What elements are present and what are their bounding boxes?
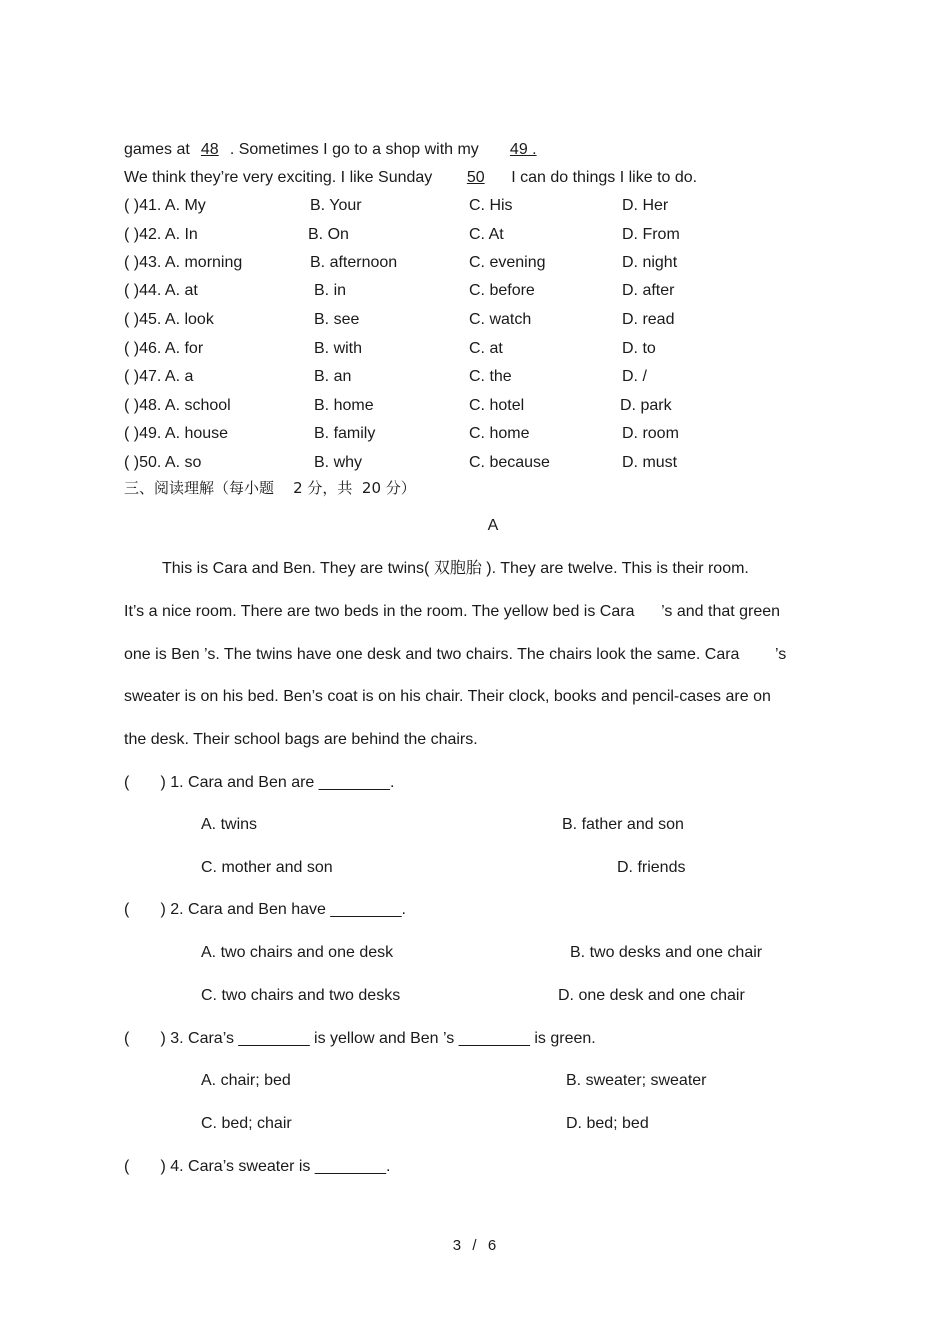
option-d: D. must xyxy=(622,454,678,471)
blank-49: 49 . xyxy=(509,141,537,158)
option-d: D. to xyxy=(622,340,656,357)
option-c: C. before xyxy=(469,282,535,299)
answer-a: A. two chairs and one desk xyxy=(201,944,394,961)
question-stem: ( ) 1. Cara and Ben are ________. xyxy=(124,774,395,791)
option-c: C. His xyxy=(469,197,513,214)
option-d: D. park xyxy=(620,397,672,414)
option-d: D. night xyxy=(622,254,678,271)
option-d: D. read xyxy=(622,311,675,328)
option-b: B. afternoon xyxy=(310,254,398,271)
passage-line: the desk. Their school bags are behind the chairs. xyxy=(124,731,478,748)
answer-b: B. sweater; sweater xyxy=(566,1072,707,1089)
option-c: C. At xyxy=(469,226,504,243)
question-stem: ( ) 4. Cara’s sweater is ________. xyxy=(124,1158,391,1175)
question-stem: ( ) 2. Cara and Ben have ________. xyxy=(124,901,406,918)
cloze-text: We think they’re very exciting. I like Sunday xyxy=(124,169,433,186)
answer-a: A. twins xyxy=(201,816,258,833)
passage-line: sweater is on his bed. Ben’s coat is on his chair. Their clock, books and pencil-cases are on xyxy=(124,688,771,705)
passage-line: one is Ben ’s. The twins have one desk and two chairs. The chairs look the same. Cara ’s xyxy=(124,646,787,663)
option-d: D. Her xyxy=(622,197,669,214)
option-c: C. evening xyxy=(469,254,546,271)
option-b: B. On xyxy=(308,226,349,243)
option-b: B. home xyxy=(314,397,374,414)
option-a: ( )48. A. school xyxy=(124,397,231,414)
cloze-text: games at xyxy=(124,141,190,158)
passage-line: It’s a nice room. There are two beds in the room. The yellow bed is Cara ’s and that green xyxy=(124,603,781,620)
option-a: ( )41. A. My xyxy=(124,197,206,214)
option-c: C. watch xyxy=(469,311,532,328)
answer-a: A. chair; bed xyxy=(201,1072,291,1089)
option-c: C. because xyxy=(469,454,550,471)
option-a: ( )44. A. at xyxy=(124,282,198,299)
option-b: B. why xyxy=(314,454,363,471)
option-b: B. in xyxy=(314,282,347,299)
option-d: D. after xyxy=(622,282,675,299)
option-b: B. an xyxy=(314,368,352,385)
answer-c: C. mother and son xyxy=(201,859,333,876)
option-d: D. / xyxy=(622,368,647,385)
question-stem: ( ) 3. Cara’s ________ is yellow and Ben ’s ________ is green. xyxy=(124,1030,596,1047)
section-heading: 三、阅读理解（每小题 2 分，共 20 分） xyxy=(124,479,416,497)
answer-d: D. friends xyxy=(617,859,686,876)
answer-c: C. two chairs and two desks xyxy=(201,987,401,1004)
option-a: ( )46. A. for xyxy=(124,340,204,357)
option-a: ( )47. A. a xyxy=(124,368,194,385)
option-b: B. family xyxy=(314,425,376,442)
option-d: D. From xyxy=(622,226,680,243)
answer-d: D. one desk and one chair xyxy=(558,987,745,1004)
answer-b: B. two desks and one chair xyxy=(570,944,763,961)
cloze-line-1 xyxy=(124,140,551,160)
cloze-text: . Sometimes I go to a shop with my xyxy=(229,141,479,158)
passage-line: This is Cara and Ben. They are twins( 双胞胎 ). They are twelve. This is their room. xyxy=(162,560,749,577)
answer-d: D. bed; bed xyxy=(566,1115,649,1132)
passage-label: A xyxy=(487,517,499,534)
option-a: ( )42. A. In xyxy=(124,226,198,243)
cloze-line-2 xyxy=(124,168,697,188)
blank-50: 50 xyxy=(466,169,485,186)
option-c: C. home xyxy=(469,425,530,442)
option-c: C. hotel xyxy=(469,397,525,414)
option-c: C. the xyxy=(469,368,512,385)
option-a: ( )50. A. so xyxy=(124,454,202,471)
option-a: ( )43. A. morning xyxy=(124,254,243,271)
option-b: B. see xyxy=(314,311,360,328)
page-number: 3 / 6 xyxy=(452,1237,498,1254)
option-b: B. Your xyxy=(310,197,362,214)
cloze-text: I can do things I like to do. xyxy=(511,169,698,186)
option-b: B. with xyxy=(314,340,363,357)
option-d: D. room xyxy=(622,425,679,442)
answer-c: C. bed; chair xyxy=(201,1115,292,1132)
option-c: C. at xyxy=(469,340,503,357)
answer-b: B. father and son xyxy=(562,816,684,833)
option-a: ( )49. A. house xyxy=(124,425,229,442)
option-a: ( )45. A. look xyxy=(124,311,214,328)
blank-48: 48 xyxy=(200,141,219,158)
